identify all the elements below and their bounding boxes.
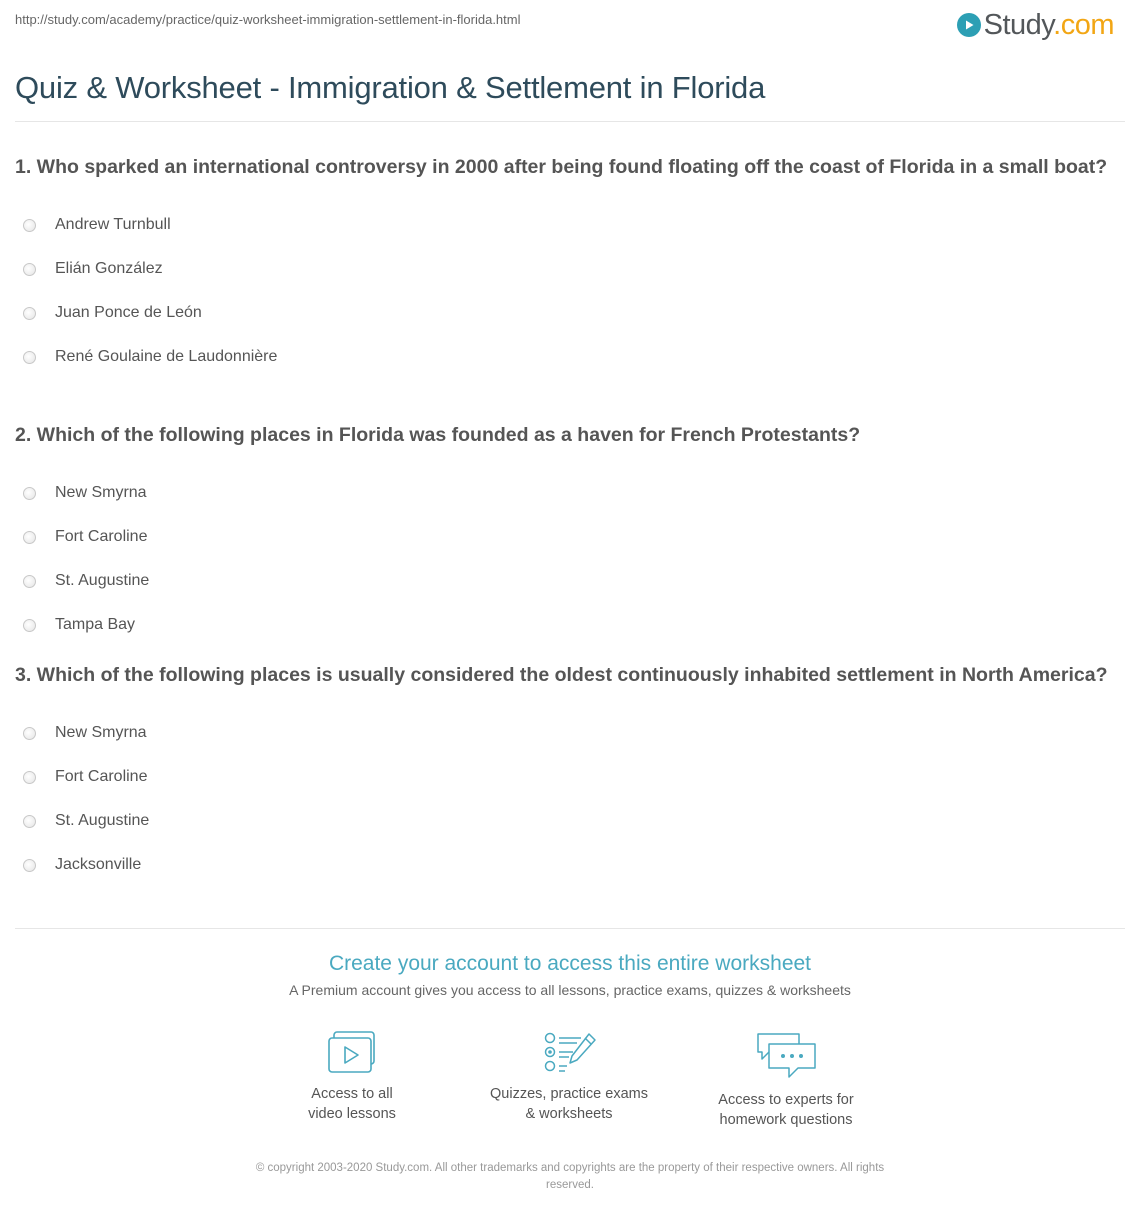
feature-label-line: Access to experts for [718, 1092, 854, 1108]
answer-option[interactable] [15, 203, 1125, 247]
answer-option[interactable] [15, 843, 1125, 887]
page-url[interactable]: http://study.com/academy/practice/quiz-worksheet-immigration-settlement-in-florida.html [15, 12, 521, 27]
question-2 [15, 421, 1125, 647]
option-label: Juan Ponce de León [55, 304, 202, 321]
radio-button[interactable] [23, 531, 36, 544]
radio-button[interactable] [23, 815, 36, 828]
radio-button[interactable] [23, 263, 36, 276]
copyright-line: reserved. [546, 1179, 594, 1191]
radio-button[interactable] [23, 351, 36, 364]
question-1 [15, 153, 1125, 379]
feature-experts [686, 1030, 886, 1130]
radio-button[interactable] [23, 575, 36, 588]
page-title: Quiz & Worksheet - Immigration & Settlement in Florida [15, 70, 766, 105]
title-divider [15, 121, 1125, 122]
cta-subheading: A Premium account gives you access to all lessons, practice exams, quizzes & worksheets [289, 982, 851, 998]
answer-option[interactable] [15, 247, 1125, 291]
logo-wordmark [984, 9, 1114, 42]
study-logo[interactable] [957, 8, 1114, 42]
feature-label-line: video lessons [308, 1106, 396, 1122]
option-label: Jacksonville [55, 856, 142, 873]
radio-button[interactable] [23, 307, 36, 320]
question-3 [15, 661, 1125, 887]
top-bar [0, 0, 1140, 52]
radio-button[interactable] [23, 771, 36, 784]
signup-cta [0, 952, 1140, 998]
answer-options [15, 711, 1125, 887]
question-text: 2. Which of the following places in Florida was founded as a haven for French Protestants? [15, 424, 861, 446]
feature-label [686, 1090, 886, 1130]
feature-label [469, 1084, 669, 1124]
answer-option[interactable] [15, 291, 1125, 335]
radio-button[interactable] [23, 727, 36, 740]
logo-name: Study [983, 8, 1054, 41]
answer-option[interactable] [15, 799, 1125, 843]
option-label: Elián González [55, 260, 163, 277]
answer-option[interactable] [15, 711, 1125, 755]
answer-option[interactable] [15, 559, 1125, 603]
option-label: René Goulaine de Laudonnière [55, 348, 278, 365]
answer-option[interactable] [15, 515, 1125, 559]
feature-quizzes [469, 1030, 669, 1124]
copyright-footer [0, 1160, 1140, 1194]
play-circle-icon [957, 13, 981, 37]
copyright-line: © copyright 2003-2020 Study.com. All other trademarks and copyrights are the property of their respective owners. All rights [255, 1162, 885, 1174]
radio-button[interactable] [23, 219, 36, 232]
option-label: Tampa Bay [55, 616, 136, 633]
radio-button[interactable] [23, 487, 36, 500]
answer-option[interactable] [15, 335, 1125, 379]
feature-label-line: & worksheets [525, 1106, 613, 1122]
cta-divider [15, 928, 1125, 929]
option-label: Fort Caroline [55, 528, 148, 545]
feature-label-line: Quizzes, practice exams [490, 1086, 648, 1102]
question-text: 1. Who sparked an international controversy in 2000 after being found floating off the coast of Florida in a small boat? [15, 156, 1108, 178]
option-label: St. Augustine [55, 572, 150, 589]
answer-options [15, 203, 1125, 379]
quiz-checklist-icon [539, 1030, 599, 1076]
option-label: Fort Caroline [55, 768, 148, 785]
option-label: Andrew Turnbull [55, 216, 171, 233]
question-text: 3. Which of the following places is usually considered the oldest continuously inhabited settlement in North America? [15, 664, 1108, 686]
answer-option[interactable] [15, 471, 1125, 515]
feature-video-lessons [252, 1030, 452, 1124]
answer-option[interactable] [15, 603, 1125, 647]
feature-label-line: homework questions [719, 1112, 853, 1128]
logo-suffix: .com [1053, 8, 1114, 41]
answer-options [15, 471, 1125, 647]
video-lessons-icon [325, 1030, 379, 1076]
option-label: New Smyrna [55, 724, 147, 741]
radio-button[interactable] [23, 859, 36, 872]
answer-option[interactable] [15, 755, 1125, 799]
option-label: New Smyrna [55, 484, 147, 501]
chat-bubbles-icon [753, 1030, 819, 1082]
cta-heading[interactable]: Create your account to access this entire worksheet [328, 952, 812, 975]
feature-label-line: Access to all [311, 1086, 393, 1102]
radio-button[interactable] [23, 619, 36, 632]
option-label: St. Augustine [55, 812, 150, 829]
feature-label [252, 1084, 452, 1124]
